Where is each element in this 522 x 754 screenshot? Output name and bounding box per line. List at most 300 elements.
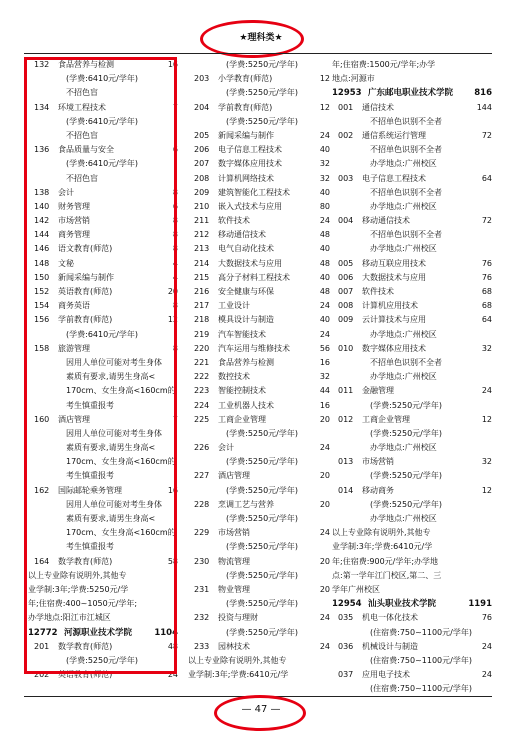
- list-item: [188, 455, 330, 469]
- list-item: [332, 384, 492, 398]
- entry-name: (学费:5250元/学年): [226, 116, 298, 126]
- list-item: [188, 512, 330, 526]
- entry-count: 76: [481, 272, 492, 282]
- entry-count: 44: [319, 386, 330, 396]
- entry-code: 12954: [332, 599, 362, 610]
- entry-code: 12953: [332, 88, 362, 99]
- list-item: [332, 172, 492, 186]
- entry-name: 以上专业除有说明外,其他专: [28, 570, 127, 580]
- entry-count: 24: [319, 443, 330, 453]
- entry-count: 24: [481, 641, 492, 651]
- entry-code: 213: [194, 244, 210, 254]
- list-item: [332, 668, 492, 682]
- entry-name: 园林技术: [218, 641, 250, 651]
- entry-code: 007: [338, 287, 354, 296]
- entry-name: 办学地点:广州校区: [370, 443, 437, 453]
- entry-name: 考生慎重报考: [66, 542, 114, 552]
- list-item: [332, 200, 492, 214]
- entry-count: 24: [167, 670, 178, 680]
- entry-name: 以上专业除有说明外,其他专: [188, 655, 287, 665]
- list-item: [332, 143, 492, 157]
- entry-count: 24: [319, 528, 330, 538]
- entry-count: 7: [172, 414, 178, 424]
- entry-code: 005: [338, 258, 354, 268]
- entry-count: 6: [172, 145, 178, 155]
- entry-name: 办学地点:广州校区: [370, 514, 437, 523]
- entry-code: 227: [194, 471, 210, 481]
- list-item: [188, 640, 330, 654]
- entry-code: 142: [34, 216, 50, 226]
- entry-name: (学费:5250元/学年): [226, 60, 298, 69]
- entry-count: 16: [167, 60, 178, 69]
- list-item: [188, 200, 330, 214]
- entry-count: 76: [481, 613, 492, 623]
- entry-name: 物业管理: [218, 584, 250, 594]
- entry-count: 8: [172, 244, 178, 254]
- entry-code: 211: [194, 216, 210, 226]
- entry-code: 146: [34, 244, 50, 254]
- list-item: [332, 512, 492, 526]
- entry-name: 通信系统运行管理: [362, 130, 426, 140]
- entry-count: 48: [319, 230, 330, 240]
- entry-count: 24: [319, 301, 330, 311]
- entry-name: (学费:5250元/学年): [226, 599, 298, 609]
- list-item: [332, 441, 492, 455]
- list-item: [332, 526, 492, 540]
- entry-code: 231: [194, 584, 210, 594]
- list-item: [188, 597, 330, 611]
- entry-code: 222: [194, 372, 210, 382]
- entry-name: 不招单色识别不全者: [370, 187, 442, 197]
- entry-name: (学费:5250元/学年): [370, 428, 442, 438]
- list-item: [332, 399, 492, 413]
- entry-name: 财务管理: [58, 201, 90, 211]
- entry-count: 8: [172, 301, 178, 311]
- entry-count: 8: [172, 343, 178, 353]
- list-item: [188, 157, 330, 171]
- entry-code: 158: [34, 343, 50, 353]
- list-item: [188, 172, 330, 186]
- entry-code: 140: [34, 201, 50, 211]
- list-item: [188, 498, 330, 512]
- entry-name: 大数据技术与应用: [218, 258, 282, 268]
- entry-name: 170cm、女生身高<160cm的: [66, 386, 176, 396]
- list-item: [188, 654, 330, 668]
- entry-code: 206: [194, 145, 210, 155]
- entry-count: 12: [481, 485, 492, 495]
- entry-code: 010: [338, 343, 354, 353]
- entry-count: 12: [319, 102, 330, 112]
- entry-name: (住宿费:750~1100元/学年): [370, 684, 472, 694]
- entry-name: 年;住宿费:1500元/学年;办学: [332, 60, 436, 69]
- entry-code: 223: [194, 386, 210, 396]
- list-item: [332, 626, 492, 640]
- entry-name: 高分子材料工程技术: [218, 272, 290, 282]
- entry-count: 4: [172, 272, 178, 282]
- entry-name: 工业机器人技术: [218, 400, 274, 410]
- entry-count: 8: [172, 187, 178, 197]
- entry-count: 12: [481, 414, 492, 424]
- entry-name: 考生慎重报考: [66, 471, 114, 481]
- entry-code: 162: [34, 485, 50, 495]
- entry-name: 安全健康与环保: [218, 287, 274, 296]
- entry-name: 办学地点:广州校区: [370, 201, 437, 211]
- list-item: [332, 342, 492, 356]
- list-item: [332, 540, 492, 554]
- entry-count: 24: [319, 130, 330, 140]
- entry-name: 电子信息工程技术: [218, 145, 282, 155]
- list-item: [188, 469, 330, 483]
- school-row: [332, 597, 492, 611]
- entry-name: 语文教育(师范): [58, 244, 113, 254]
- entry-name: (学费:5250元/学年): [370, 471, 442, 481]
- entry-count: 58: [167, 556, 178, 566]
- entry-name: 小学教育(师范): [218, 74, 273, 84]
- list-item: [188, 413, 330, 427]
- entry-code: 214: [194, 258, 210, 268]
- entry-name: 商务英语: [58, 301, 90, 311]
- entry-name: 工商企业管理: [362, 414, 410, 424]
- header-rule: [24, 53, 492, 54]
- entry-name: 酒店管理: [218, 471, 250, 481]
- entry-name: 因用人单位可能对考生身体: [66, 428, 162, 438]
- entry-count: 24: [319, 216, 330, 226]
- entry-name: 数控技术: [218, 372, 250, 382]
- entry-code: 150: [34, 272, 50, 282]
- entry-count: 40: [319, 272, 330, 282]
- entry-name: 文秘: [58, 258, 74, 268]
- entry-code: 221: [194, 357, 210, 367]
- list-item: [332, 640, 492, 654]
- entry-count: 48: [167, 641, 178, 651]
- entry-name: 应用电子技术: [362, 670, 410, 680]
- list-item: [188, 583, 330, 597]
- list-item: [188, 86, 330, 100]
- entry-count: 24: [481, 670, 492, 680]
- entry-code: 160: [34, 414, 50, 424]
- entry-count: 40: [319, 145, 330, 155]
- entry-name: (学费:5250元/学年): [226, 457, 298, 467]
- school-row: [332, 86, 492, 100]
- entry-name: 年;住宿费:900元/学年;办学地: [332, 556, 439, 566]
- entry-count: 40: [319, 187, 330, 197]
- list-item: [332, 271, 492, 285]
- entry-name: 新闻采编与制作: [58, 272, 114, 282]
- entry-code: 225: [194, 414, 210, 424]
- entry-code: 203: [194, 74, 210, 84]
- entry-code: 012: [338, 414, 354, 424]
- entry-name: (学费:5250元/学年): [226, 570, 298, 580]
- entry-count: 32: [481, 343, 492, 353]
- entry-name: 智能控制技术: [218, 386, 266, 396]
- entry-name: 旅游管理: [58, 343, 90, 353]
- list-item: [332, 455, 492, 469]
- entry-name: (学费:5250元/学年): [226, 428, 298, 438]
- entry-code: 212: [194, 230, 210, 240]
- entry-code: 208: [194, 173, 210, 183]
- list-item: [332, 157, 492, 171]
- entry-name: (学费:5250元/学年): [66, 655, 138, 665]
- list-item: [332, 569, 492, 583]
- entry-name: 电气自动化技术: [218, 244, 274, 254]
- list-item: [188, 526, 330, 540]
- entry-name: 食品营养与检测: [58, 60, 114, 69]
- list-item: [332, 257, 492, 271]
- entry-name: 办学地点:阳江市江城区: [28, 613, 111, 623]
- entry-code: 216: [194, 287, 210, 296]
- entry-count: 12: [167, 315, 178, 325]
- entry-count: 8: [172, 216, 178, 226]
- list-item: [332, 555, 492, 569]
- footer-circle-annotation: [214, 695, 306, 731]
- entry-name: 英语教育(师范): [58, 670, 113, 680]
- entry-name: 点:第一学年江门校区,第二、三: [332, 570, 442, 580]
- entry-count: 24: [319, 329, 330, 339]
- list-item: [188, 370, 330, 384]
- list-item: [188, 540, 330, 554]
- list-item: [332, 285, 492, 299]
- list-item: [188, 271, 330, 285]
- list-item: [332, 356, 492, 370]
- entry-count: 20: [319, 584, 330, 594]
- entry-name: 170cm、女生身高<160cm的: [66, 457, 176, 467]
- entry-count: 20: [319, 499, 330, 509]
- entry-name: 数字媒体应用技术: [218, 159, 282, 169]
- entry-name: (学费:6410元/学年): [66, 74, 138, 84]
- entry-name: 机电一体化技术: [362, 613, 418, 623]
- entry-name: 物流管理: [218, 556, 250, 566]
- list-item: [188, 569, 330, 583]
- entry-count: 24: [319, 641, 330, 651]
- entry-count: 68: [481, 287, 492, 296]
- entry-count: 16: [167, 485, 178, 495]
- list-item: [332, 72, 492, 86]
- entry-code: 207: [194, 159, 210, 169]
- entry-name: 以上专业除有说明外,其他专: [332, 528, 431, 538]
- entry-count: 16: [319, 400, 330, 410]
- list-item: [188, 668, 330, 682]
- entry-count: 64: [481, 173, 492, 183]
- entry-name: 新闻采编与制作: [218, 130, 274, 140]
- entry-code: 204: [194, 102, 210, 112]
- entry-name: 素质有要求,请男生身高<: [66, 443, 156, 453]
- entry-name: 因用人单位可能对考生身体: [66, 499, 162, 509]
- entry-name: 工商企业管理: [218, 414, 266, 424]
- entry-name: 办学地点:广州校区: [370, 372, 437, 382]
- entry-name: 金融管理: [362, 386, 394, 396]
- entry-name: 计算机应用技术: [362, 301, 418, 311]
- entry-name: 数学教育(师范): [58, 641, 113, 651]
- entry-name: 河源职业技术学院: [64, 627, 133, 638]
- entry-name: 不招单色识别不全者: [370, 145, 442, 155]
- entry-code: 226: [194, 443, 210, 453]
- list-item: [188, 313, 330, 327]
- entry-count: 40: [319, 315, 330, 325]
- entry-name: 模具设计与制造: [218, 315, 274, 325]
- entry-count: 8: [172, 230, 178, 240]
- entry-name: 通信技术: [362, 102, 394, 112]
- list-item: [332, 498, 492, 512]
- entry-code: 036: [338, 641, 354, 651]
- entry-count: 20: [167, 287, 178, 296]
- page-header-title: ★理科类★: [239, 33, 283, 43]
- entry-name: 环境工程技术: [58, 102, 106, 112]
- entry-name: 不招色盲: [66, 130, 98, 140]
- list-item: [332, 228, 492, 242]
- entry-name: 业学制:3年;学费:6410元/学: [332, 542, 433, 552]
- list-item: [188, 299, 330, 313]
- entry-name: 烹调工艺与营养: [218, 499, 274, 509]
- entry-name: 办学地点:广州校区: [370, 244, 437, 254]
- list-item: [332, 413, 492, 427]
- entry-name: 地点:河源市: [332, 74, 375, 84]
- entry-name: 软件技术: [218, 216, 250, 226]
- entry-code: 202: [34, 670, 50, 680]
- entry-name: 学年广州校区: [332, 584, 380, 594]
- entry-count: 68: [481, 301, 492, 311]
- list-item: [188, 58, 330, 72]
- entry-name: 移动互联应用技术: [362, 258, 426, 268]
- entry-count: 64: [481, 315, 492, 325]
- list-item: [188, 441, 330, 455]
- entry-code: 148: [34, 258, 50, 268]
- entry-name: 食品质量与安全: [58, 145, 114, 155]
- column-middle: [188, 58, 330, 682]
- entry-code: 014: [338, 485, 354, 495]
- list-item: [188, 214, 330, 228]
- entry-code: 224: [194, 400, 210, 410]
- list-item: [332, 101, 492, 115]
- list-item: [332, 427, 492, 441]
- entry-name: 素质有要求,请男生身高<: [66, 372, 156, 382]
- entry-name: 年;住宿费:400~1050元/学年;: [28, 599, 138, 609]
- list-item: [332, 469, 492, 483]
- entry-name: (学费:5250元/学年): [370, 499, 442, 509]
- entry-name: 嵌入式技术与应用: [218, 201, 282, 211]
- page-number: — 47 —: [241, 704, 281, 715]
- entry-code: 232: [194, 613, 210, 623]
- list-item: [188, 328, 330, 342]
- entry-count: 76: [481, 258, 492, 268]
- entry-code: 136: [34, 145, 50, 155]
- entry-name: 食品营养与检测: [218, 357, 274, 367]
- entry-name: (学费:5250元/学年): [226, 88, 298, 98]
- list-item: [332, 299, 492, 313]
- entry-name: 素质有要求,请男生身高<: [66, 514, 156, 523]
- entry-name: 汽车智能技术: [218, 329, 266, 339]
- list-item: [332, 583, 492, 597]
- list-item: [188, 129, 330, 143]
- entry-count: 40: [319, 244, 330, 254]
- list-item: [188, 356, 330, 370]
- entry-count: 6: [172, 201, 178, 211]
- entry-name: 因用人单位可能对考生身体: [66, 357, 162, 367]
- entry-name: 市场营销: [218, 528, 250, 538]
- entry-count: 72: [481, 216, 492, 226]
- entry-name: 工业设计: [218, 301, 250, 311]
- entry-name: 不招色盲: [66, 88, 98, 98]
- list-item: [188, 143, 330, 157]
- entry-code: 008: [338, 301, 354, 311]
- list-item: [188, 555, 330, 569]
- list-item: [188, 427, 330, 441]
- entry-code: 209: [194, 187, 210, 197]
- entry-name: 办学地点:广州校区: [370, 329, 437, 339]
- entry-code: 228: [194, 499, 210, 509]
- list-item: [332, 328, 492, 342]
- list-item: [332, 370, 492, 384]
- entry-name: (学费:5250元/学年): [226, 514, 298, 523]
- entry-name: 会计: [58, 187, 74, 197]
- entry-code: 219: [194, 329, 210, 339]
- entry-code: 037: [338, 670, 354, 680]
- entry-count: 144: [476, 102, 492, 112]
- entry-name: 云计算技术与应用: [362, 315, 426, 325]
- entry-count: 20: [319, 414, 330, 424]
- entry-name: 不招单色识别不全者: [370, 116, 442, 126]
- entry-name: 学前教育(师范): [58, 315, 113, 325]
- entry-name: 国际邮轮乘务管理: [58, 485, 122, 495]
- entry-name: 汕头职业技术学院: [368, 599, 437, 610]
- entry-name: 市场营销: [58, 216, 90, 226]
- entry-name: 170cm、女生身高<160cm的: [66, 528, 176, 538]
- list-item: [188, 186, 330, 200]
- list-item: [332, 654, 492, 668]
- entry-count: 24: [319, 613, 330, 623]
- list-item: [332, 242, 492, 256]
- entry-code: 132: [34, 60, 50, 69]
- entry-name: (学费:6410元/学年): [66, 159, 138, 169]
- entry-code: 011: [338, 386, 354, 396]
- list-item: [332, 58, 492, 72]
- list-item: [332, 611, 492, 625]
- entry-name: 不招色盲: [66, 173, 98, 183]
- entry-name: 电子信息工程技术: [362, 173, 426, 183]
- entry-count: 80: [319, 201, 330, 211]
- entry-code: 154: [34, 301, 50, 311]
- entry-count: 816: [474, 88, 492, 99]
- list-item: [188, 257, 330, 271]
- entry-count: 48: [319, 258, 330, 268]
- entry-count: 32: [319, 159, 330, 169]
- list-item: [332, 129, 492, 143]
- list-item: [188, 101, 330, 115]
- entry-count: 20: [319, 471, 330, 481]
- list-item: [188, 242, 330, 256]
- entry-code: 001: [338, 102, 354, 112]
- list-item: [188, 228, 330, 242]
- entry-code: 201: [34, 641, 50, 651]
- entry-code: 156: [34, 315, 50, 325]
- entry-name: 英语教育(师范): [58, 287, 113, 296]
- list-item: [332, 484, 492, 498]
- list-item: [188, 384, 330, 398]
- list-item: [188, 399, 330, 413]
- entry-code: 220: [194, 343, 210, 353]
- entry-name: (住宿费:750~1100元/学年): [370, 627, 472, 637]
- entry-name: 考生慎重报考: [66, 400, 114, 410]
- entry-name: (住宿费:750~1100元/学年): [370, 655, 472, 665]
- entry-count: 48: [319, 287, 330, 296]
- entry-count: 32: [319, 372, 330, 382]
- entry-name: 商务管理: [58, 230, 90, 240]
- list-item: [188, 285, 330, 299]
- entry-name: (学费:5250元/学年): [370, 400, 442, 410]
- entry-name: 广东邮电职业技术学院: [368, 88, 454, 99]
- list-item: [188, 626, 330, 640]
- entry-count: 1191: [468, 599, 492, 610]
- entry-code: 144: [34, 230, 50, 240]
